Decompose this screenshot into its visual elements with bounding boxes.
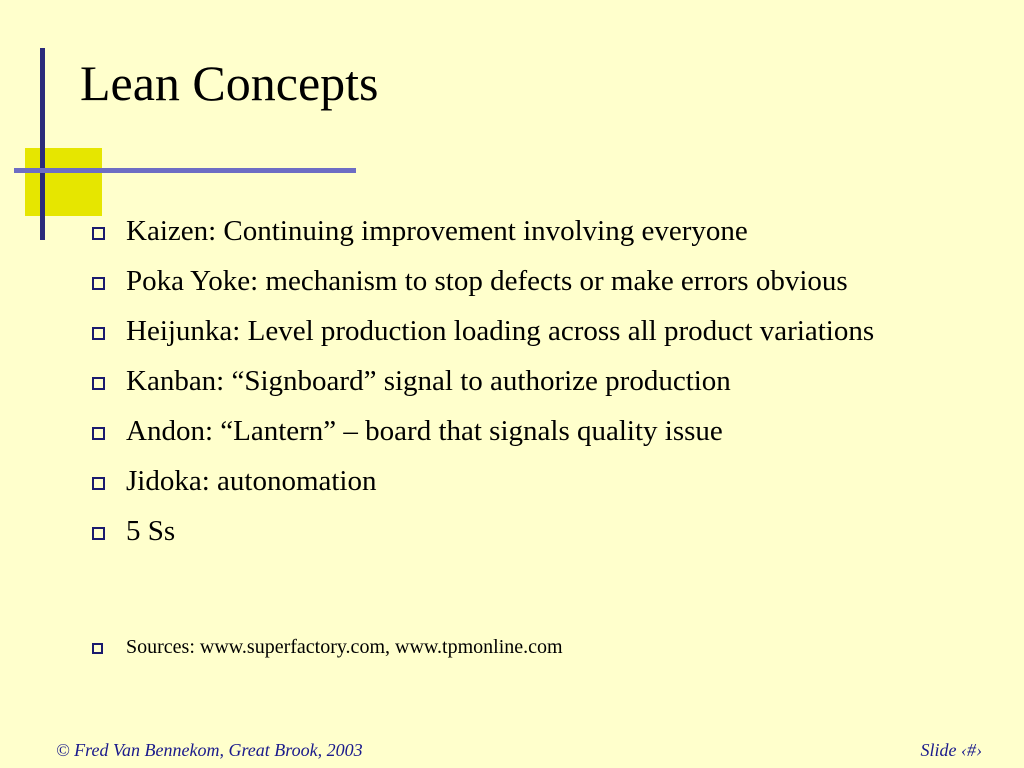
hollow-square-bullet-icon <box>92 643 103 654</box>
list-item <box>90 462 990 501</box>
hollow-square-bullet-icon <box>92 427 105 440</box>
list-item <box>90 362 990 401</box>
list-item <box>90 412 990 451</box>
list-item <box>90 262 990 301</box>
hollow-square-bullet-icon <box>92 327 105 340</box>
sources-text: Sources: www.superfactory.com, www.tpmonline.com <box>126 636 563 658</box>
list-item <box>90 212 990 251</box>
bullet-text: Heijunka: Level production loading across all product variations <box>126 315 875 347</box>
bullet-text: Kaizen: Continuing improvement involving everyone <box>126 215 748 247</box>
sources-note <box>90 634 563 660</box>
bullet-text: Poka Yoke: mechanism to stop defects or make errors obvious <box>126 265 848 297</box>
hollow-square-bullet-icon <box>92 477 105 490</box>
list-item <box>90 312 990 351</box>
bullet-text: Andon: “Lantern” – board that signals quality issue <box>126 415 723 447</box>
list-item <box>90 512 990 551</box>
bullet-text: 5 Ss <box>126 515 176 547</box>
footer-slide-number: Slide ‹#› <box>920 740 982 760</box>
slide-title: Lean Concepts <box>80 55 379 111</box>
decorative-horizontal-line <box>14 168 356 173</box>
hollow-square-bullet-icon <box>92 527 105 540</box>
bullet-text: Kanban: “Signboard” signal to authorize production <box>126 365 731 397</box>
bullet-list <box>90 212 990 562</box>
hollow-square-bullet-icon <box>92 377 105 390</box>
footer-copyright: © Fred Van Bennekom, Great Brook, 2003 <box>56 740 363 760</box>
bullet-text: Jidoka: autonomation <box>126 465 377 497</box>
hollow-square-bullet-icon <box>92 227 105 240</box>
decorative-yellow-square <box>25 148 102 216</box>
decorative-vertical-line <box>40 48 45 240</box>
hollow-square-bullet-icon <box>92 277 105 290</box>
